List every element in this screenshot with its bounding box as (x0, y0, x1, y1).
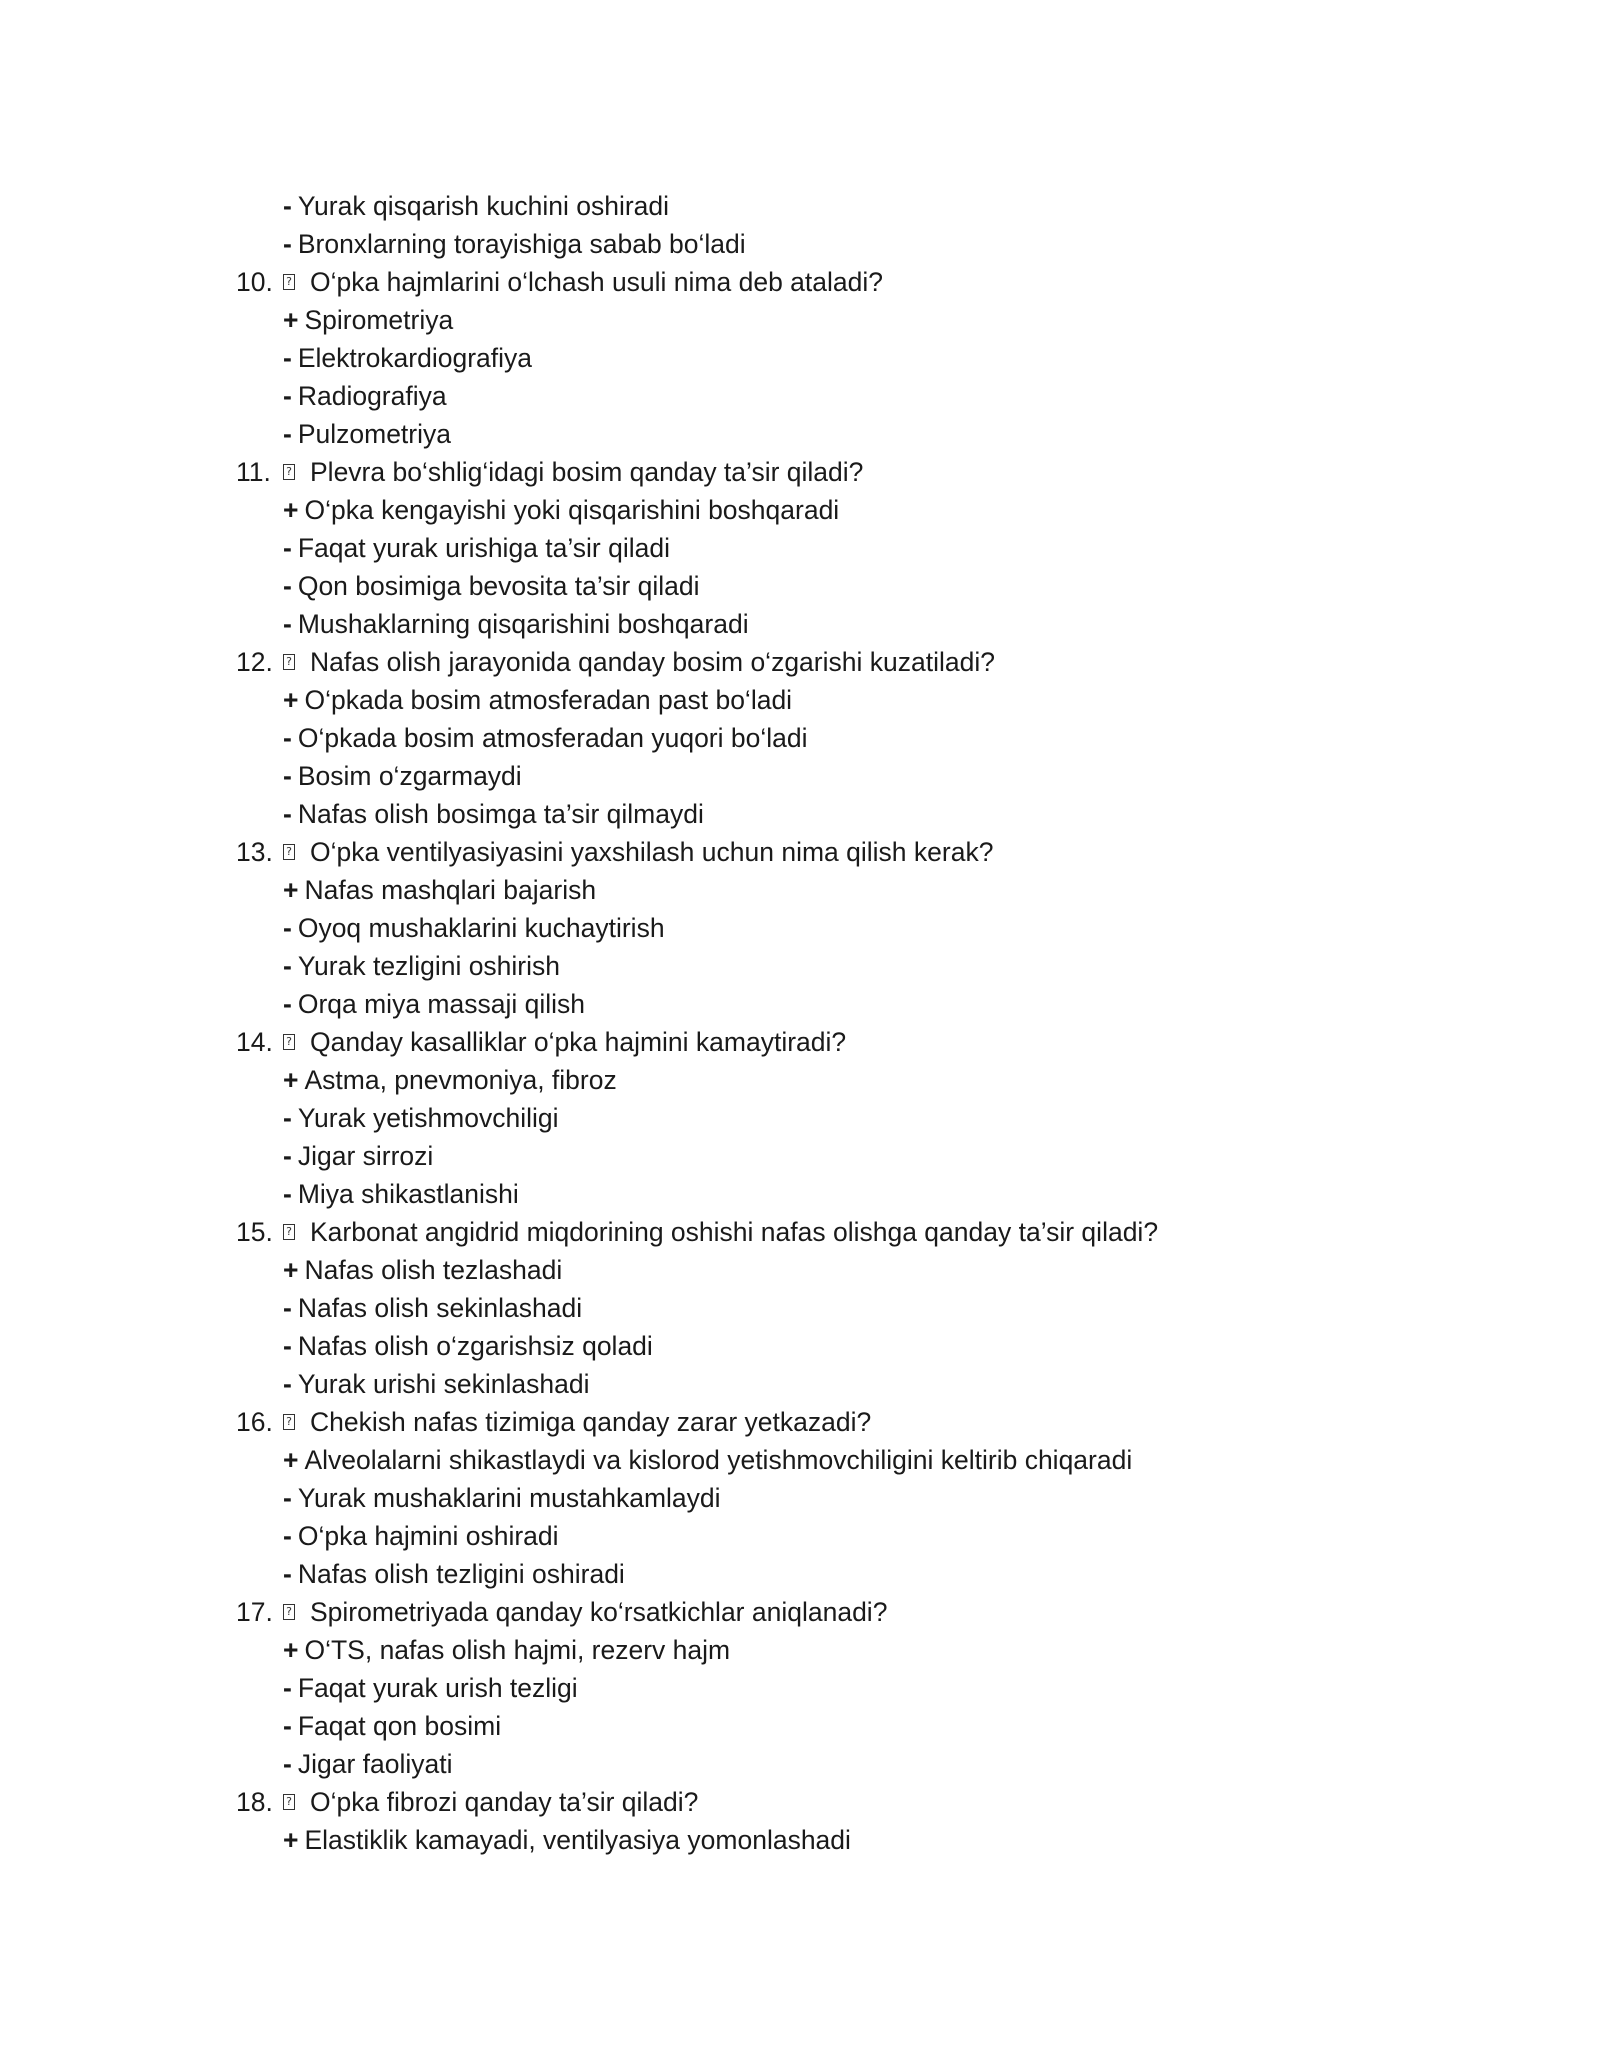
minus-marker: - (283, 533, 292, 563)
option-text: Yurak tezligini oshirish (297, 951, 561, 981)
question-text: Chekish nafas tizimiga qanday zarar yetkazadi? (310, 1407, 872, 1437)
option-text: Nafas olish o‘zgarishsiz qoladi (297, 1331, 653, 1361)
option-text: Bronxlarning torayishiga sabab bo‘ladi (297, 229, 746, 259)
plus-marker: + (283, 305, 299, 335)
option-text: Faqat yurak urish tezligi (297, 1673, 578, 1703)
missing-glyph-icon: ? (283, 1224, 295, 1240)
minus-marker: - (283, 419, 292, 449)
question-line (0, 643, 1600, 681)
correct-answer-option (0, 1251, 1600, 1289)
correct-answer-option (0, 681, 1600, 719)
answer-option (0, 1479, 1600, 1517)
plus-marker: + (283, 685, 299, 715)
answer-option (0, 1175, 1600, 1213)
minus-marker: - (283, 1141, 292, 1171)
option-text: Yurak mushaklarini mustahkamlaydi (297, 1483, 721, 1513)
answer-option (0, 377, 1600, 415)
question-number: 15. (236, 1217, 273, 1247)
option-text: Faqat yurak urishiga ta’sir qiladi (297, 533, 670, 563)
minus-marker: - (283, 1103, 292, 1133)
answer-option (0, 1745, 1600, 1783)
answer-option (0, 719, 1600, 757)
option-text: Elektrokardiografiya (297, 343, 533, 373)
plus-marker: + (283, 495, 299, 525)
question-line (0, 1403, 1600, 1441)
minus-marker: - (283, 191, 292, 221)
option-text: Elastiklik kamayadi, ventilyasiya yomonlashadi (304, 1825, 851, 1855)
question-text: Qanday kasalliklar o‘pka hajmini kamaytiradi? (310, 1027, 847, 1057)
answer-option (0, 1707, 1600, 1745)
question-line (0, 1783, 1600, 1821)
answer-option (0, 1669, 1600, 1707)
answer-option (0, 795, 1600, 833)
plus-marker: + (283, 1065, 299, 1095)
option-text: Radiografiya (297, 381, 447, 411)
answer-option (0, 225, 1600, 263)
minus-marker: - (283, 1559, 292, 1589)
minus-marker: - (283, 761, 292, 791)
minus-marker: - (283, 571, 292, 601)
minus-marker: - (283, 1483, 292, 1513)
option-text: Jigar sirrozi (297, 1141, 434, 1171)
question-line (0, 833, 1600, 871)
correct-answer-option (0, 1061, 1600, 1099)
missing-glyph-icon: ? (283, 844, 295, 860)
question-text: O‘pka ventilyasiyasini yaxshilash uchun nima qilish kerak? (310, 837, 994, 867)
option-text: Alveolalarni shikastlaydi va kislorod yetishmovchiligini keltirib chiqaradi (304, 1445, 1133, 1475)
answer-option (0, 1517, 1600, 1555)
correct-answer-option (0, 1441, 1600, 1479)
minus-marker: - (283, 951, 292, 981)
minus-marker: - (283, 1711, 292, 1741)
missing-glyph-icon: ? (283, 464, 295, 480)
question-number: 12. (236, 647, 273, 677)
plus-marker: + (283, 1825, 299, 1855)
missing-glyph-icon: ? (283, 274, 295, 290)
missing-glyph-icon: ? (283, 1604, 295, 1620)
question-text: Spirometriyada qanday ko‘rsatkichlar aniqlanadi? (310, 1597, 888, 1627)
option-text: Nafas olish sekinlashadi (297, 1293, 583, 1323)
option-text: Miya shikastlanishi (297, 1179, 519, 1209)
question-line (0, 1593, 1600, 1631)
option-text: Jigar faoliyati (297, 1749, 453, 1779)
question-number: 18. (236, 1787, 273, 1817)
question-number: 17. (236, 1597, 273, 1627)
option-text: O‘pka kengayishi yoki qisqarishini boshqaradi (304, 495, 840, 525)
question-line (0, 1023, 1600, 1061)
question-number: 10. (236, 267, 273, 297)
question-number: 16. (236, 1407, 273, 1437)
document-page (0, 187, 1600, 1859)
answer-option (0, 605, 1600, 643)
option-text: Bosim o‘zgarmaydi (297, 761, 522, 791)
option-text: Astma, pnevmoniya, fibroz (304, 1065, 617, 1095)
answer-option (0, 947, 1600, 985)
option-text: Nafas olish tezlashadi (304, 1255, 563, 1285)
option-text: O‘pkada bosim atmosferadan past bo‘ladi (304, 685, 793, 715)
question-line (0, 453, 1600, 491)
option-text: Yurak urishi sekinlashadi (297, 1369, 590, 1399)
correct-answer-option (0, 1631, 1600, 1669)
option-text: Faqat qon bosimi (297, 1711, 502, 1741)
answer-option (0, 1327, 1600, 1365)
plus-marker: + (283, 875, 299, 905)
option-text: Nafas mashqlari bajarish (304, 875, 597, 905)
minus-marker: - (283, 1369, 292, 1399)
answer-option (0, 1289, 1600, 1327)
answer-option (0, 757, 1600, 795)
missing-glyph-icon: ? (283, 1414, 295, 1430)
option-text: Mushaklarning qisqarishini boshqaradi (297, 609, 749, 639)
minus-marker: - (283, 229, 292, 259)
option-text: O‘pkada bosim atmosferadan yuqori bo‘ladi (297, 723, 808, 753)
question-text: Karbonat angidrid miqdorining oshishi nafas olishga qanday ta’sir qiladi? (310, 1217, 1159, 1247)
question-text: Nafas olish jarayonida qanday bosim o‘zgarishi kuzatiladi? (310, 647, 995, 677)
answer-option (0, 529, 1600, 567)
minus-marker: - (283, 723, 292, 753)
correct-answer-option (0, 491, 1600, 529)
option-text: Qon bosimiga bevosita ta’sir qiladi (297, 571, 700, 601)
answer-option (0, 187, 1600, 225)
question-text: O‘pka hajmlarini o‘lchash usuli nima deb ataladi? (310, 267, 884, 297)
correct-answer-option (0, 1821, 1600, 1859)
option-text: Yurak yetishmovchiligi (297, 1103, 559, 1133)
option-text: O‘pka hajmini oshiradi (297, 1521, 559, 1551)
missing-glyph-icon: ? (283, 1034, 295, 1050)
correct-answer-option (0, 301, 1600, 339)
minus-marker: - (283, 1293, 292, 1323)
answer-option (0, 1365, 1600, 1403)
option-text: Spirometriya (304, 305, 454, 335)
missing-glyph-icon: ? (283, 1794, 295, 1810)
minus-marker: - (283, 1749, 292, 1779)
minus-marker: - (283, 989, 292, 1019)
question-number: 13. (236, 837, 273, 867)
option-text: Yurak qisqarish kuchini oshiradi (297, 191, 670, 221)
answer-option (0, 1099, 1600, 1137)
plus-marker: + (283, 1255, 299, 1285)
plus-marker: + (283, 1635, 299, 1665)
question-text: Plevra bo‘shlig‘idagi bosim qanday ta’sir qiladi? (310, 457, 864, 487)
minus-marker: - (283, 609, 292, 639)
minus-marker: - (283, 1521, 292, 1551)
answer-option (0, 909, 1600, 947)
option-text: Nafas olish bosimga ta’sir qilmaydi (297, 799, 704, 829)
answer-option (0, 567, 1600, 605)
option-text: O‘TS, nafas olish hajmi, rezerv hajm (304, 1635, 731, 1665)
minus-marker: - (283, 381, 292, 411)
answer-option (0, 985, 1600, 1023)
missing-glyph-icon: ? (283, 654, 295, 670)
minus-marker: - (283, 1331, 292, 1361)
option-text: Pulzometriya (297, 419, 451, 449)
minus-marker: - (283, 343, 292, 373)
question-line (0, 263, 1600, 301)
answer-option (0, 1555, 1600, 1593)
plus-marker: + (283, 1445, 299, 1475)
answer-option (0, 1137, 1600, 1175)
option-text: Oyoq mushaklarini kuchaytirish (297, 913, 665, 943)
minus-marker: - (283, 799, 292, 829)
question-line (0, 1213, 1600, 1251)
option-text: Orqa miya massaji qilish (297, 989, 585, 1019)
question-text: O‘pka fibrozi qanday ta’sir qiladi? (310, 1787, 699, 1817)
answer-option (0, 339, 1600, 377)
question-number: 11. (236, 457, 271, 487)
answer-option (0, 415, 1600, 453)
correct-answer-option (0, 871, 1600, 909)
question-number: 14. (236, 1027, 273, 1057)
minus-marker: - (283, 1179, 292, 1209)
minus-marker: - (283, 913, 292, 943)
minus-marker: - (283, 1673, 292, 1703)
option-text: Nafas olish tezligini oshiradi (297, 1559, 625, 1589)
